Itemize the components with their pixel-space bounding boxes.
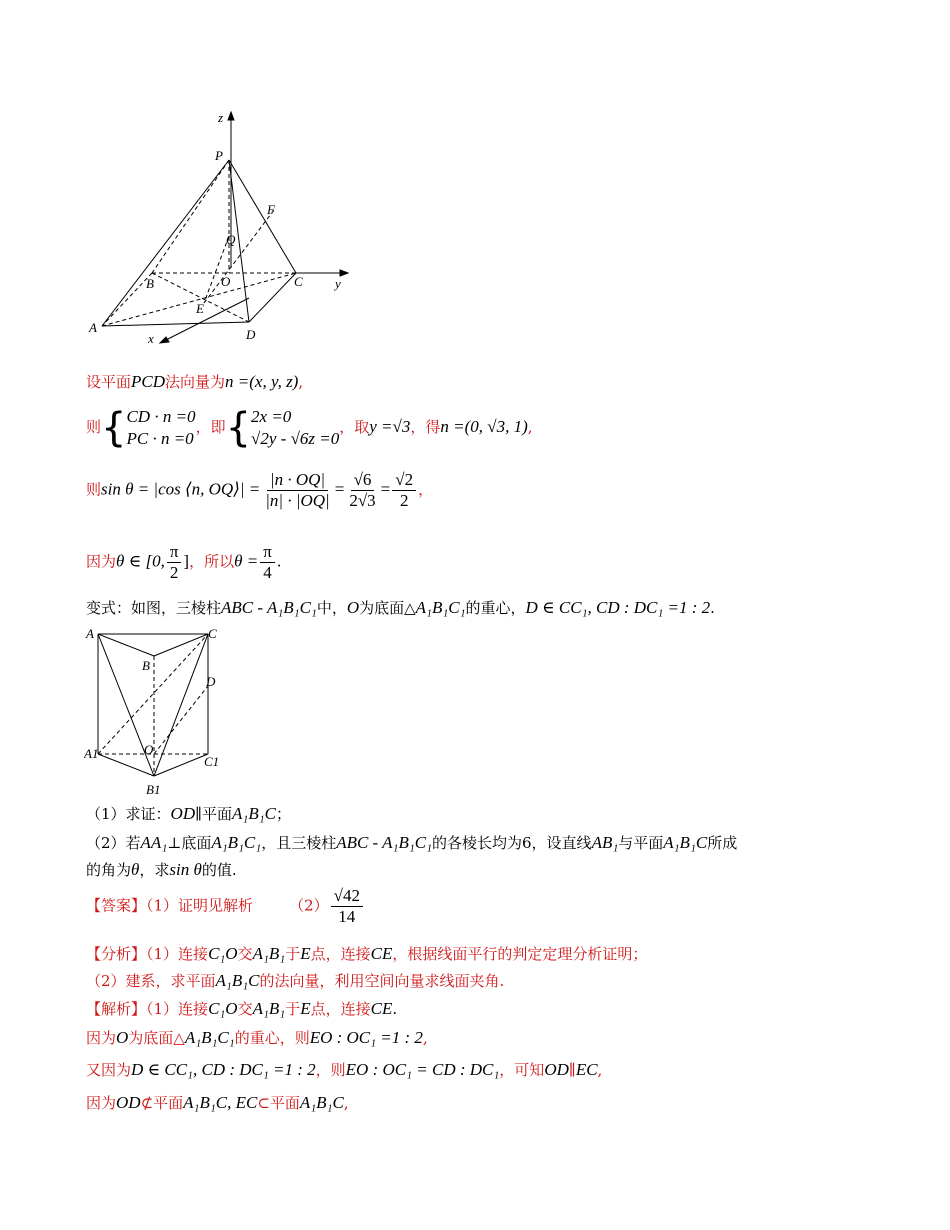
fraction <box>262 470 333 511</box>
fraction <box>167 542 182 583</box>
label-z: z <box>218 110 224 125</box>
text: 设平面 <box>86 373 132 391</box>
text: 与平面 <box>618 834 664 852</box>
text: ∥ <box>568 1061 576 1079</box>
text: 为底面△ <box>128 1029 185 1047</box>
text: 的各棱长均为6，设直线 <box>432 834 592 852</box>
text: 则 <box>86 480 102 499</box>
text: 因为 <box>86 552 117 571</box>
fraction <box>392 470 416 511</box>
num: π <box>260 542 275 563</box>
math-n: n =(0, √3, 1) <box>440 417 528 436</box>
text: （2）建系，求平面 <box>86 972 216 990</box>
label-F: F <box>267 202 275 217</box>
text: 因为 <box>86 1029 117 1047</box>
prism-figure <box>84 624 224 800</box>
math: θ <box>131 860 140 879</box>
eq: PC · n =0 <box>126 429 194 448</box>
math: A₁B₁C, EC <box>183 1093 258 1112</box>
solution-line-1 <box>86 999 397 1019</box>
text: 所成 <box>707 834 738 852</box>
text: ⊄平面 <box>140 1094 184 1112</box>
math: O <box>346 598 360 617</box>
den: 2√3 <box>349 491 376 510</box>
math: D ∈ CC₁, CD : DC₁ =1 : 2 <box>525 598 711 617</box>
text: ⊥底面 <box>167 834 212 852</box>
line-system <box>86 406 533 450</box>
den: 14 <box>338 907 356 926</box>
eq: √2y - √6z =0 <box>251 429 340 448</box>
text: ，求 <box>139 861 170 879</box>
math: sin θ <box>169 860 202 879</box>
fraction <box>346 470 378 511</box>
math: C₁O <box>208 999 238 1018</box>
text: 的值. <box>201 861 237 879</box>
num: |n · OQ| <box>267 470 328 491</box>
label-A: A <box>86 626 94 641</box>
answer-line <box>86 886 365 927</box>
label-y: y <box>335 276 341 291</box>
text: ，取 <box>339 418 370 436</box>
label-x: x <box>148 331 154 346</box>
text: 的角为 <box>86 861 132 879</box>
math: OD <box>544 1060 569 1079</box>
label-A: A <box>89 320 97 335</box>
analysis-line-2 <box>86 971 504 991</box>
math-y: y =√3 <box>369 417 411 436</box>
text: , <box>527 418 533 436</box>
math: EO : OC₁ =1 : 2 <box>309 1028 423 1047</box>
text: ⊂平面 <box>257 1094 300 1112</box>
system-2 <box>251 406 339 450</box>
text: 交 <box>237 1000 253 1018</box>
label-E: E <box>196 301 204 316</box>
text: 法向量为 <box>165 373 226 391</box>
text: （1）连接 <box>146 945 209 963</box>
pyramid-figure <box>84 108 364 348</box>
answer-tag: 【答案】 <box>86 896 147 915</box>
text: ， <box>418 480 434 499</box>
question-2 <box>86 833 737 853</box>
analysis-line-1 <box>86 944 647 964</box>
text: ，可知 <box>499 1061 545 1079</box>
text: 又因为 <box>86 1061 132 1079</box>
text: 变式：如图，三棱柱 <box>86 599 222 617</box>
text: , <box>597 1061 603 1079</box>
text: （1）连接 <box>146 1000 209 1018</box>
text: 中， <box>316 599 347 617</box>
text: 点，连接 <box>310 1000 371 1018</box>
text: 的法向量，利用空间向量求线面夹角. <box>259 972 505 990</box>
fraction <box>331 886 363 927</box>
math: A₁B₁C <box>232 804 276 823</box>
eq: = <box>380 479 391 499</box>
math: AA₁ <box>140 833 168 852</box>
label-A1: A1 <box>84 746 99 761</box>
den: 4 <box>263 563 272 582</box>
text: . <box>392 1000 398 1018</box>
num: √6 <box>351 470 375 491</box>
text: ，且三棱柱 <box>261 834 337 852</box>
text: ，得 <box>410 418 441 436</box>
text: 于 <box>285 945 301 963</box>
solution-line-2 <box>86 1028 428 1048</box>
math: E <box>300 999 311 1018</box>
math: CE <box>370 999 393 1018</box>
text: ，即 <box>195 418 226 436</box>
num: √42 <box>331 886 363 907</box>
text: （1）证明见解析 <box>146 896 254 915</box>
den: 2 <box>169 563 179 582</box>
text: （1）求证： <box>86 805 171 823</box>
math: A₁B₁C <box>663 833 708 852</box>
den: 2 <box>399 491 409 510</box>
line-normal-vector <box>86 372 303 392</box>
math: OD <box>170 804 196 823</box>
math: EC <box>575 1060 598 1079</box>
variant-problem <box>86 598 715 618</box>
math: O <box>116 1028 129 1047</box>
math: C₁O <box>208 944 238 963</box>
solution-line-3 <box>86 1060 602 1080</box>
text: ∥平面 <box>195 805 233 823</box>
eq: = <box>334 479 345 499</box>
math-sin: sin θ = |cos ⟨n, OQ⟩| = <box>101 479 261 499</box>
text: （2） <box>289 896 329 915</box>
math: θ ∈ [0, <box>116 551 165 571</box>
label-D: D <box>246 327 256 342</box>
text: . <box>276 552 282 571</box>
label-Q: Q <box>226 232 236 247</box>
text: 交 <box>237 945 253 963</box>
question-1 <box>86 804 291 824</box>
math: A₁B₁C₁ <box>415 598 466 617</box>
text: 于 <box>285 1000 301 1018</box>
math: A₁B₁ <box>252 999 286 1018</box>
math: CE <box>370 944 393 963</box>
eq: 2x =0 <box>251 407 292 426</box>
label-B1: B1 <box>146 782 161 797</box>
math: θ = <box>234 551 259 571</box>
line-theta <box>86 542 282 583</box>
brace: { <box>225 405 252 451</box>
eq: CD · n =0 <box>126 407 196 426</box>
system-1 <box>126 406 195 450</box>
math: AB₁ <box>591 833 619 852</box>
label-B: B <box>142 658 150 673</box>
text: ，根据线面平行的判定定理分析证明； <box>392 945 648 963</box>
math: A₁B₁C₁ <box>211 833 262 852</box>
den: |n| · |OQ| <box>265 491 330 510</box>
analysis-tag: 【分析】 <box>86 945 147 963</box>
math: ABC - A₁B₁C₁ <box>336 833 433 852</box>
label-O: O <box>144 742 154 757</box>
math: D ∈ CC₁, CD : DC₁ =1 : 2 <box>131 1060 316 1079</box>
num: √2 <box>392 470 416 491</box>
text: 点，连接 <box>310 945 371 963</box>
math: A₁B₁C <box>215 971 260 990</box>
label-C: C <box>208 626 217 641</box>
label-C: C <box>294 274 303 289</box>
math: OD <box>116 1093 141 1112</box>
math: A₁B₁C₁ <box>184 1028 235 1047</box>
text: （2）若 <box>86 834 141 852</box>
label-O: O <box>221 274 231 289</box>
math: ABC - A₁B₁C₁ <box>221 598 317 617</box>
label-P: P <box>215 148 223 163</box>
question-2-cont <box>86 860 237 880</box>
bracket: ] <box>183 551 190 571</box>
brace: { <box>101 405 127 451</box>
fraction <box>260 542 275 583</box>
math-n: n =(x, y, z) <box>225 372 299 391</box>
text: 为底面△ <box>359 599 416 617</box>
math: A₁B₁C <box>299 1093 344 1112</box>
solution-tag: 【解析】 <box>86 1000 147 1018</box>
math: A₁B₁ <box>252 944 286 963</box>
text: 的重心， <box>465 599 526 617</box>
text: . <box>710 599 715 617</box>
text: , <box>298 373 304 391</box>
text: , <box>343 1094 349 1112</box>
label-B: B <box>146 276 154 291</box>
num: π <box>167 542 182 563</box>
text: 因为 <box>86 1094 117 1112</box>
text: ，所以 <box>189 552 235 571</box>
text: 则 <box>86 418 102 436</box>
math-pcd: PCD <box>131 372 166 391</box>
text: , <box>422 1029 428 1047</box>
solution-line-4 <box>86 1093 349 1113</box>
math: EO : OC₁ = CD : DC₁ <box>345 1060 500 1079</box>
math: E <box>300 944 311 963</box>
label-C1: C1 <box>204 754 220 769</box>
text: ，则 <box>315 1061 346 1079</box>
text: ； <box>275 805 291 823</box>
line-sin <box>86 470 433 511</box>
label-D: D <box>206 674 216 689</box>
text: 的重心，则 <box>234 1029 310 1047</box>
